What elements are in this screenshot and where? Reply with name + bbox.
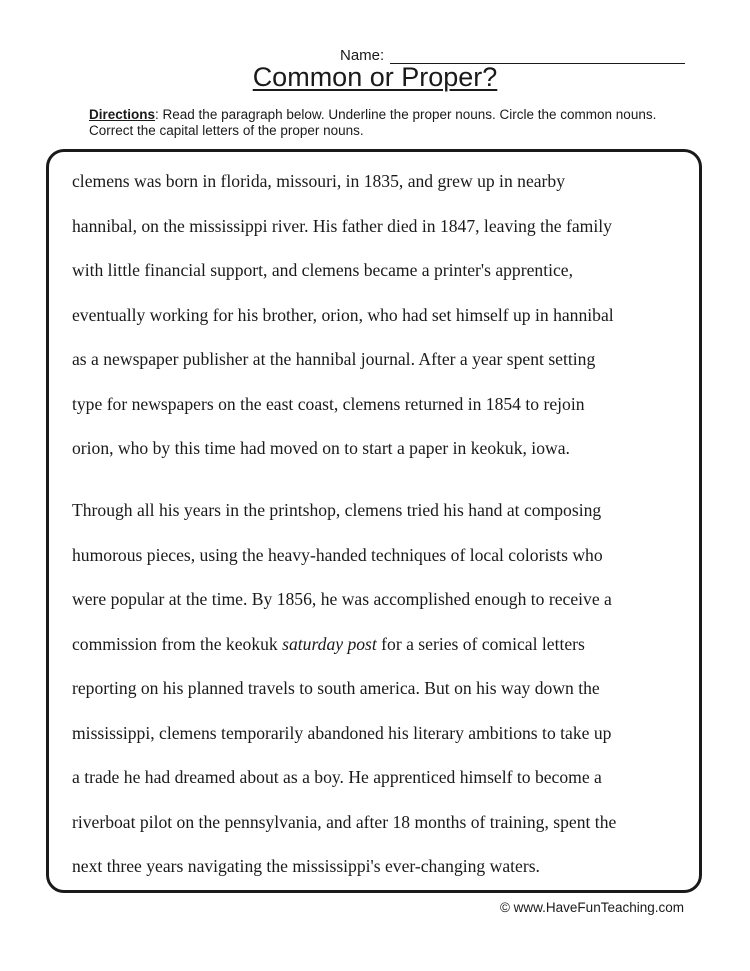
passage-line: hannibal, on the mississippi river. His father died in 1847, leaving the family — [72, 215, 612, 236]
passage-line: orion, who by this time had moved on to start a paper in keokuk, iowa. — [72, 438, 570, 458]
passage-text: commission from the keokuk — [72, 633, 283, 654]
passage-line: eventually working for his brother, orion, who had set himself up in hannibal — [72, 304, 614, 325]
passage-paragraph-2 — [72, 488, 684, 889]
passage-line — [72, 622, 684, 667]
passage-line: reporting on his planned travels to south america. But on his way down the — [72, 678, 600, 698]
passage-line: Through all his years in the printshop, clemens tried his hand at composing — [72, 500, 602, 520]
passage-line: humorous pieces, using the heavy-handed techniques of local colorists who — [72, 544, 603, 565]
name-label: Name: — [340, 47, 385, 64]
directions — [89, 107, 689, 139]
passage-line: next three years navigating the mississippi's ever-changing waters. — [72, 856, 540, 876]
passage-line: riverboat pilot on the pennsylvania, and after 18 months of training, spent the — [72, 811, 617, 832]
directions-text: : Read the paragraph below. Underline the proper nouns. Circle the common nouns. Correct the capital letters of the proper nouns. — [89, 107, 657, 138]
passage-line: a trade he had dreamed about as a boy. He apprenticed himself to become a — [72, 767, 602, 787]
passage-line: were popular at the time. By 1856, he was accomplished enough to receive a — [72, 589, 612, 609]
passage-line: mississippi, clemens temporarily abandoned his literary ambitions to take up — [72, 722, 612, 743]
copyright-footer: © www.HaveFunTeaching.com — [499, 900, 684, 915]
passage-line: as a newspaper publisher at the hannibal journal. After a year spent setting — [72, 349, 596, 369]
passage-paragraph-1 — [72, 159, 684, 471]
passage-text: for a series of comical letters — [376, 633, 585, 654]
passage-line: type for newspapers on the east coast, clemens returned in 1854 to rejoin — [72, 393, 585, 414]
passage-line: with little financial support, and clemens became a printer's apprentice, — [72, 260, 573, 280]
page-title: Common or Proper? — [252, 62, 498, 92]
newspaper-title: saturday post — [282, 633, 377, 654]
passage-line: clemens was born in florida, missouri, in 1835, and grew up in nearby — [72, 171, 566, 191]
directions-label: Directions — [89, 107, 156, 122]
